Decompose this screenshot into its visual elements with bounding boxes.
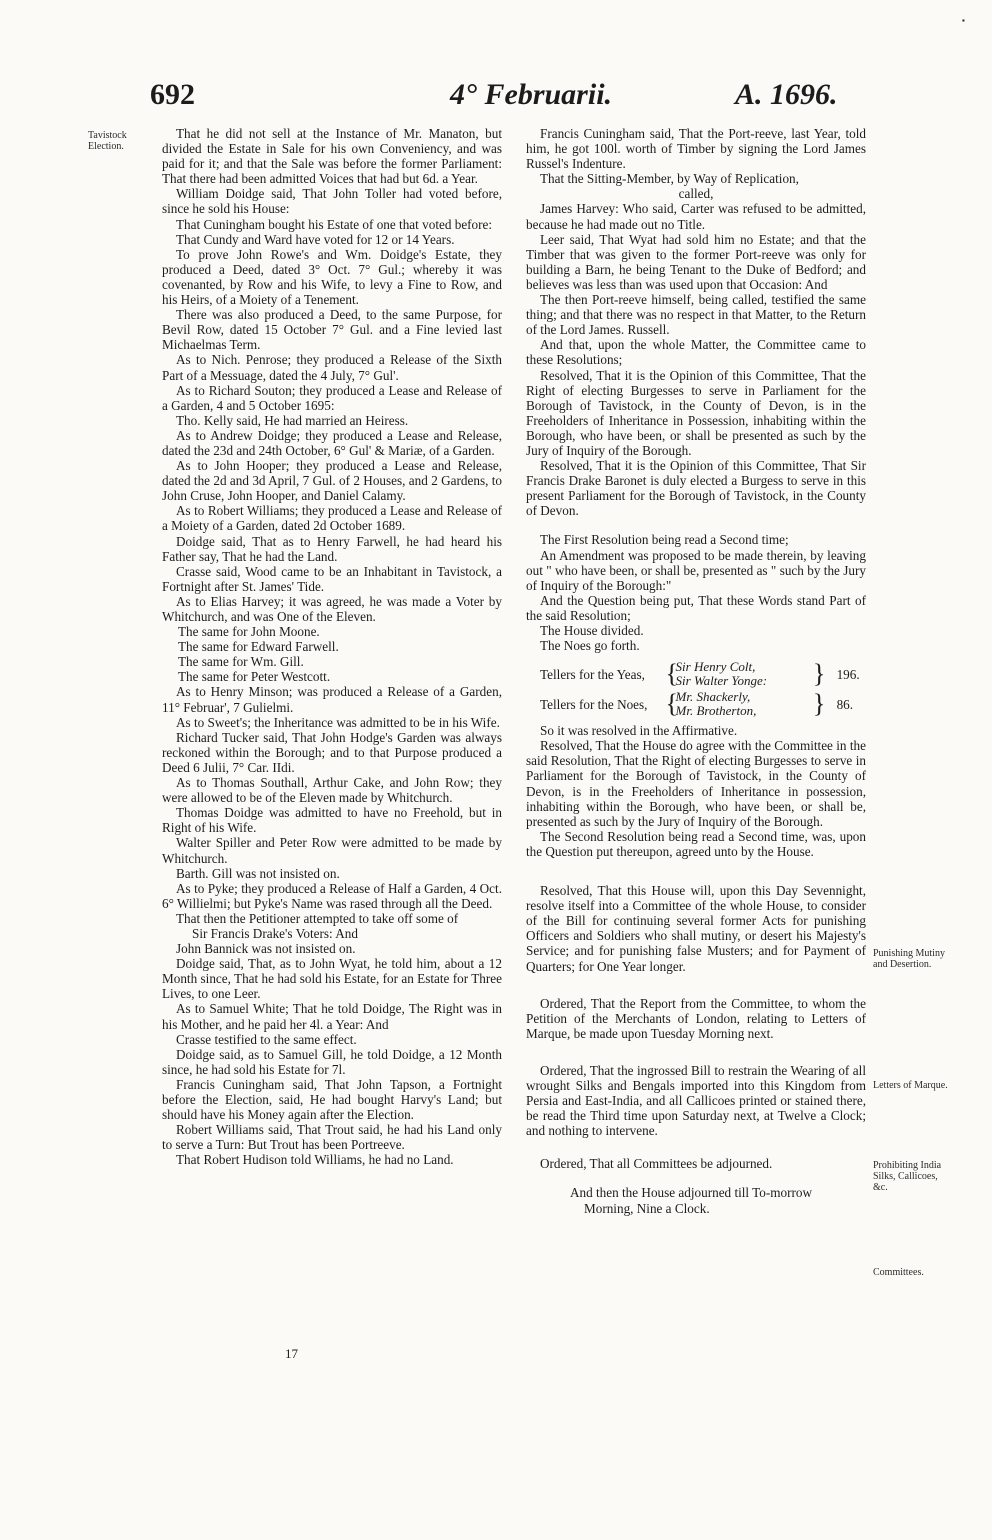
brace: } (812, 689, 826, 719)
paragraph: The then Port-reeve himself, being called, testified the same thing; and that there was no respect in that Matter, to the Return of the Lord James. Russell. (526, 292, 866, 338)
paragraph: As to Thomas Southall, Arthur Cake, and John Row; they were allowed to be of the Eleven made by Whitchurch. (162, 775, 502, 806)
paragraph: Ordered, That the Report from the Committee, to whom the Petition of the Merchants of London, relating to Letters of Marque, be made upon Tuesday Morning next. (526, 995, 866, 1041)
paragraph: As to Nich. Penrose; they produced a Release of the Sixth Part of a Messuage, dated the 4 July, 7° Gul'. (162, 352, 502, 383)
margin-note-marque: Letters of Marque. (873, 1080, 948, 1091)
paragraph: called, (678, 186, 714, 202)
page-year: A. 1696. (735, 78, 838, 111)
paragraph: And that, upon the whole Matter, the Committee came to these Resolutions; (526, 337, 866, 368)
signature-mark: 17 (285, 1346, 298, 1361)
brace: { (665, 659, 679, 689)
brace: { (665, 689, 679, 719)
paragraph: Resolved, That this House will, upon this Day Sevennight, resolve itself into a Committee of the whole House, to consider of the Bill for continuing several former Acts for punishing Officers and Soldiers who shall mutiny, or desert his Majesty's Service; and for punishing false Musters; and for Payment of Quarters; for One Year longer. (526, 883, 866, 974)
paragraph: Doidge said, That, as to John Wyat, he told him, about a 12 Month since, That he had sold his Estate, for an Estate for Three Lives, to one Leer. (162, 956, 502, 1002)
margin-note-tavistock: Tavistock Election. (88, 130, 127, 152)
paragraph: William Doidge said, That John Toller had voted before, since he sold his House: (162, 186, 502, 217)
paragraph: That the Sitting-Member, by Way of Replication, (540, 171, 799, 187)
paragraph: Ordered, That the ingrossed Bill to restrain the Wearing of all wrought Silks and Bengals imported into this Kingdom from Persia and East-India, and all Callicoes printed or stained there, be read the Third time upon Saturday next, at Twelve a Clock; and nothing to intervene. (526, 1062, 866, 1139)
paragraph: As to John Hooper; they produced a Lease and Release, dated the 2d and 3d April, 7 Gul. of 2 Houses, and 2 Gardens, to John Cruse, John Hooper, and Daniel Calamy. (162, 458, 502, 504)
paragraph: An Amendment was proposed to be made therein, by leaving out " who have been, or shall be, presented as " such by the Jury of Inquiry of the Borough:" (526, 547, 866, 593)
teller-name: Mr. Shackerly, (675, 689, 751, 705)
paragraph: So it was resolved in the Affirmative. (540, 723, 738, 739)
tellers-names (676, 690, 813, 718)
paragraph: Ordered, That all Committees be adjourned. (540, 1156, 773, 1172)
paragraph: The House divided. (540, 623, 644, 638)
paragraph: That Robert Hudison told Williams, he had no Land. (176, 1152, 454, 1168)
paragraph: As to Samuel White; That he told Doidge, The Right was in his Mother, and he paid her 4l. a Year: And (162, 1001, 502, 1032)
paragraph: The same for Peter Westcott. (178, 669, 331, 685)
page-number: 692 (150, 78, 195, 111)
paragraph: The same for John Moone. (178, 624, 320, 640)
tellers-names (676, 660, 813, 688)
paragraph: Francis Cuningham said, That John Tapson, a Fortnight before the Election, said, He had bought Harvy's Land; but should have his Money again after the Election. (162, 1076, 502, 1123)
paragraph: Francis Cuningham said, That the Port-reeve, last Year, told him, he got 100l. worth of Timber by signing the Lord James Russel's Indenture. (526, 126, 866, 172)
paragraph: Sir Francis Drake's Voters: And (192, 925, 358, 941)
page-date: 4° Februarii. (450, 78, 613, 111)
left-column (162, 126, 502, 1167)
paragraph: Morning, Nine a Clock. (584, 1200, 710, 1216)
paragraph: That then the Petitioner attempted to take off some of (176, 910, 459, 926)
paragraph: Robert Williams said, That Trout said, he had his Land only to serve a Turn: But Trout has been Portreeve. (162, 1122, 502, 1153)
paragraph: Barth. Gill was not insisted on. (176, 865, 340, 881)
paragraph: Doidge said, That as to Henry Farwell, he had heard his Father say, That he had the Land. (162, 533, 502, 564)
paragraph: That Cuningham bought his Estate of one that voted before: (176, 216, 493, 232)
paragraph: Resolved, That it is the Opinion of this Committee, That the Right of electing Burgesses to serve in Parliament for the Borough of Tavistock, in the County of Devon, is in the Freeholders of Inheritance in Possession, inhabiting within the Borough, who have been, or shall be presented as such by the Jury of Inquiry of the Borough. (526, 367, 866, 458)
paragraph: That he did not sell at the Instance of Mr. Manaton, but divided the Estate in Sale for his own Conveniency, and was paid for it; and that the Sale was before the former Parliament: That there had been admitted Voices that had but 6d. a Year. (162, 126, 502, 187)
paragraph: As to Andrew Doidge; they produced a Lease and Release, dated the 23d and 24th October, 6° Gul' & Mariæ, of a Garden. (162, 427, 502, 458)
paragraph: Richard Tucker said, That John Hodge's Garden was always reckoned within the Borough; and to that Purpose produced a Deed 6 Julii, 7° Car. IIdi. (162, 729, 502, 775)
paragraph: The First Resolution being read a Second time; (540, 532, 789, 548)
tellers-row-yeas (540, 659, 866, 689)
corner-mark: ▪ (962, 16, 965, 25)
paragraph: The same for Wm. Gill. (178, 654, 304, 670)
teller-name: Sir Henry Colt, (675, 659, 756, 675)
margin-note-mutiny: Punishing Mutiny and Desertion. (873, 948, 945, 970)
paragraph: As to Henry Minson; was produced a Release of a Garden, 11° Februar', 7 Gulielmi. (162, 684, 502, 715)
paragraph: As to Pyke; they produced a Release of Half a Garden, 4 Oct. 6° Willielmi; but Pyke's Name was rased through all the Deed. (162, 880, 502, 911)
paragraph: Resolved, That the House do agree with the Committee in the said Resolution, That the Right of electing Burgesses to serve in Parliament for the Borough of Tavistock, in the County of Devon, is in the Freeholders of Inheritance in possession, inhabiting within the Borough, who have been, or shall be, presented as such by the Jury of Inquiry of the Borough. (526, 738, 866, 829)
tellers-row-noes (540, 689, 866, 719)
brace: } (812, 659, 826, 689)
tellers-table (540, 659, 866, 719)
paragraph: The Second Resolution being read a Second time, was, upon the Question put thereupon, agreed unto by the House. (526, 828, 866, 859)
teller-name: Sir Walter Yonge: (675, 673, 768, 689)
paragraph: And then the House adjourned till To-morrow (570, 1185, 813, 1201)
tellers-label: Tellers for the Noes, (540, 696, 648, 712)
paragraph: That Cundy and Ward have voted for 12 or 14 Years. (176, 231, 455, 247)
margin-note-silks: Prohibiting India Silks, Callicoes, &c. (873, 1160, 942, 1193)
paragraph: The same for Edward Farwell. (178, 639, 339, 655)
paragraph: As to Elias Harvey; it was agreed, he was made a Voter by Whitchurch, and was One of the Eleven. (162, 593, 502, 624)
paragraph: Walter Spiller and Peter Row were admitted to be made by Whitchurch. (162, 835, 502, 866)
paragraph: John Bannick was not insisted on. (176, 941, 356, 957)
margin-note-committees: Committees. (873, 1267, 924, 1278)
teller-name: Mr. Brotherton, (675, 703, 757, 719)
paragraph: Leer said, That Wyat had sold him no Estate; and that the Timber that was given to the former Port-reeve was only for building a Barn, he being Tenant to the Duke of Bedford; and believes was less than was used upon that Occasion: And (526, 231, 866, 292)
paragraph: Crasse testified to the same effect. (176, 1031, 357, 1047)
paragraph: The Noes go forth. (540, 638, 640, 654)
paragraph: Crasse said, Wood came to be an Inhabitant in Tavistock, a Fortnight after St. James' Tide. (162, 563, 502, 594)
right-column (526, 126, 866, 1216)
paragraph: As to Richard Souton; they produced a Lease and Release of a Garden, 4 and 5 October 1695: (162, 382, 502, 413)
paragraph: James Harvey: Who said, Carter was refused to be admitted, because he had made out no Title. (526, 201, 866, 232)
paragraph: And the Question being put, That these Words stand Part of the said Resolution; (526, 592, 866, 623)
paragraph: Thomas Doidge was admitted to have no Freehold, but in Right of his Wife. (162, 805, 502, 836)
paragraph: To prove John Rowe's and Wm. Doidge's Estate, they produced a Deed, dated 3° Oct. 7° Gul.; whereby it was covenanted, by Row and his Wife, to levy a Fine to Row, and his Heirs, of a Moiety of a Tenement. (162, 246, 502, 308)
tellers-count: 86. (836, 696, 854, 712)
paragraph: As to Robert Williams; they produced a Lease and Release of a Moiety of a Garden, dated 2d October 1689. (162, 503, 502, 534)
page-header (0, 78, 992, 118)
paragraph: Doidge said, as to Samuel Gill, he told Doidge, a 12 Month since, he had sold his Estate for 7l. (162, 1046, 502, 1077)
tellers-label: Tellers for the Yeas, (540, 666, 645, 682)
paragraph: Tho. Kelly said, He had married an Heiress. (176, 412, 409, 428)
paragraph: Resolved, That it is the Opinion of this Committee, That Sir Francis Drake Baronet is duly elected a Burgess to serve in this present Parliament for the Borough of Tavistock, in the County of Devon. (526, 458, 866, 519)
tellers-count: 196. (836, 666, 860, 682)
paragraph: There was also produced a Deed, to the same Purpose, for Bevil Row, dated 15 October 7° Gul. and a Fine levied last Michaelmas Term. (162, 307, 502, 353)
paragraph: As to Sweet's; the Inheritance was admitted to be in his Wife. (176, 714, 500, 730)
